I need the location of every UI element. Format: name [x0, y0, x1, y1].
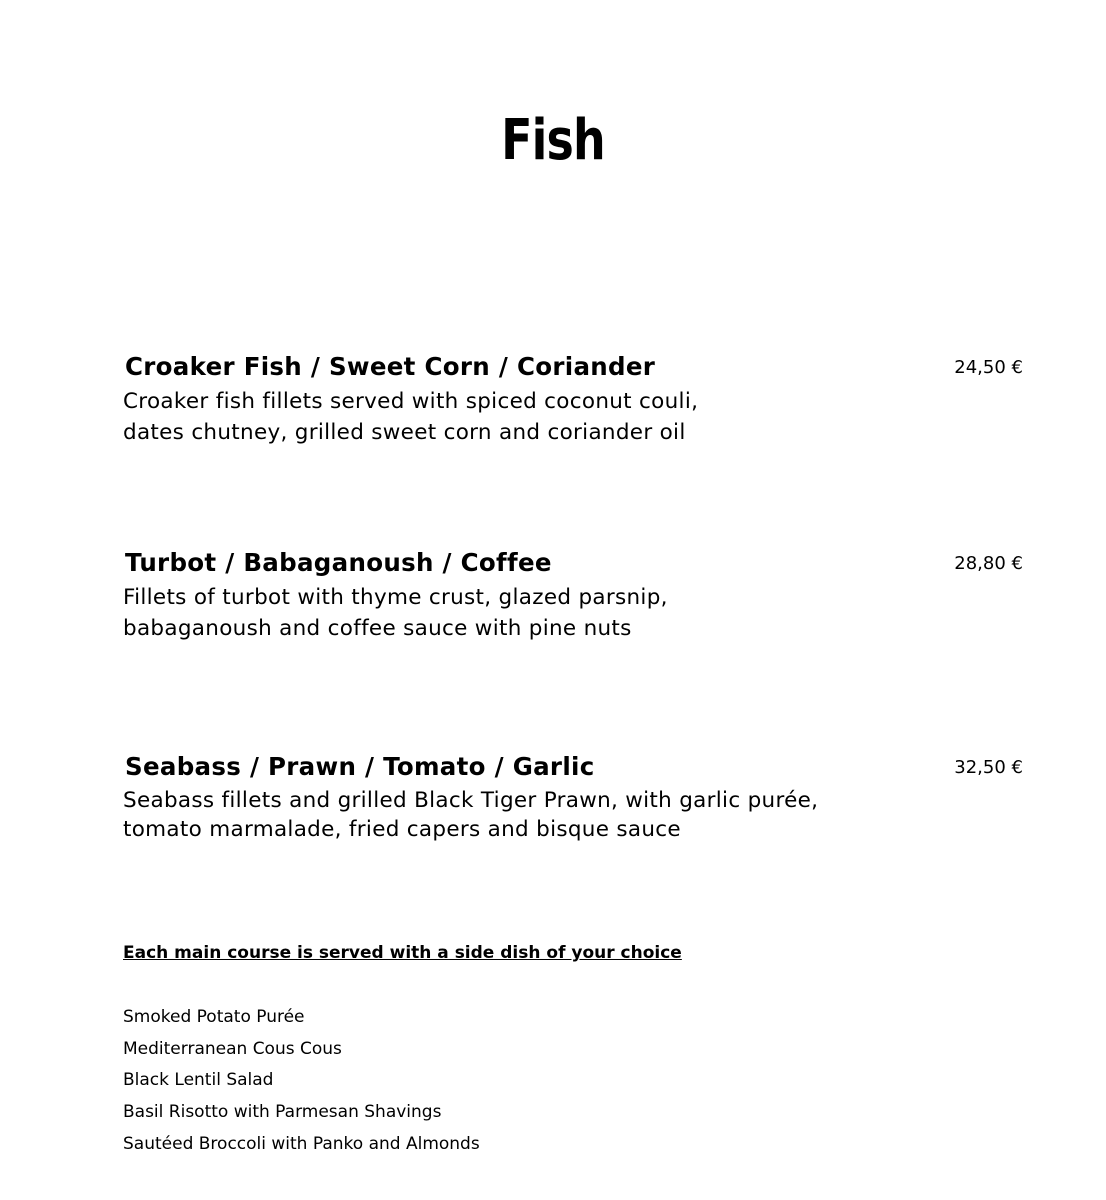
dish-description: Croaker fish fillets served with spiced coconut couli, dates chutney, grilled sweet corn and coriander oil — [123, 389, 699, 445]
side-dish-item: Mediterranean Cous Cous — [123, 1038, 342, 1059]
dish-name: Croaker Fish / Sweet Corn / Coriander — [125, 352, 656, 381]
side-dish-item: Basil Risotto with Parmesan Shavings — [123, 1102, 442, 1123]
side-dishes-list — [123, 1005, 480, 1163]
dish-price: 28,80 € — [954, 553, 1023, 574]
dish-name: Turbot / Babaganoush / Coffee — [125, 548, 552, 577]
dish-price: 24,50 € — [954, 357, 1023, 378]
dish-description: Seabass fillets and grilled Black Tiger Prawn, with garlic purée, tomato marmalade, fried capers and bisque sauce — [123, 788, 819, 842]
side-dish-item: Sautéed Broccoli with Panko and Almonds — [123, 1133, 480, 1154]
menu-item — [123, 752, 1023, 844]
side-dish-item: Black Lentil Salad — [123, 1070, 274, 1091]
dish-name: Seabass / Prawn / Tomato / Garlic — [125, 752, 595, 781]
side-dish-item: Smoked Potato Purée — [123, 1007, 305, 1027]
menu-item — [123, 352, 1023, 448]
side-dishes-heading: Each main course is served with a side dish of your choice — [123, 943, 682, 963]
page-title: Fish — [501, 108, 605, 173]
dish-description: Fillets of turbot with thyme crust, glazed parsnip, babaganoush and coffee sauce with pine nuts — [123, 585, 668, 641]
menu-item — [123, 548, 1023, 644]
dish-price: 32,50 € — [954, 757, 1023, 778]
